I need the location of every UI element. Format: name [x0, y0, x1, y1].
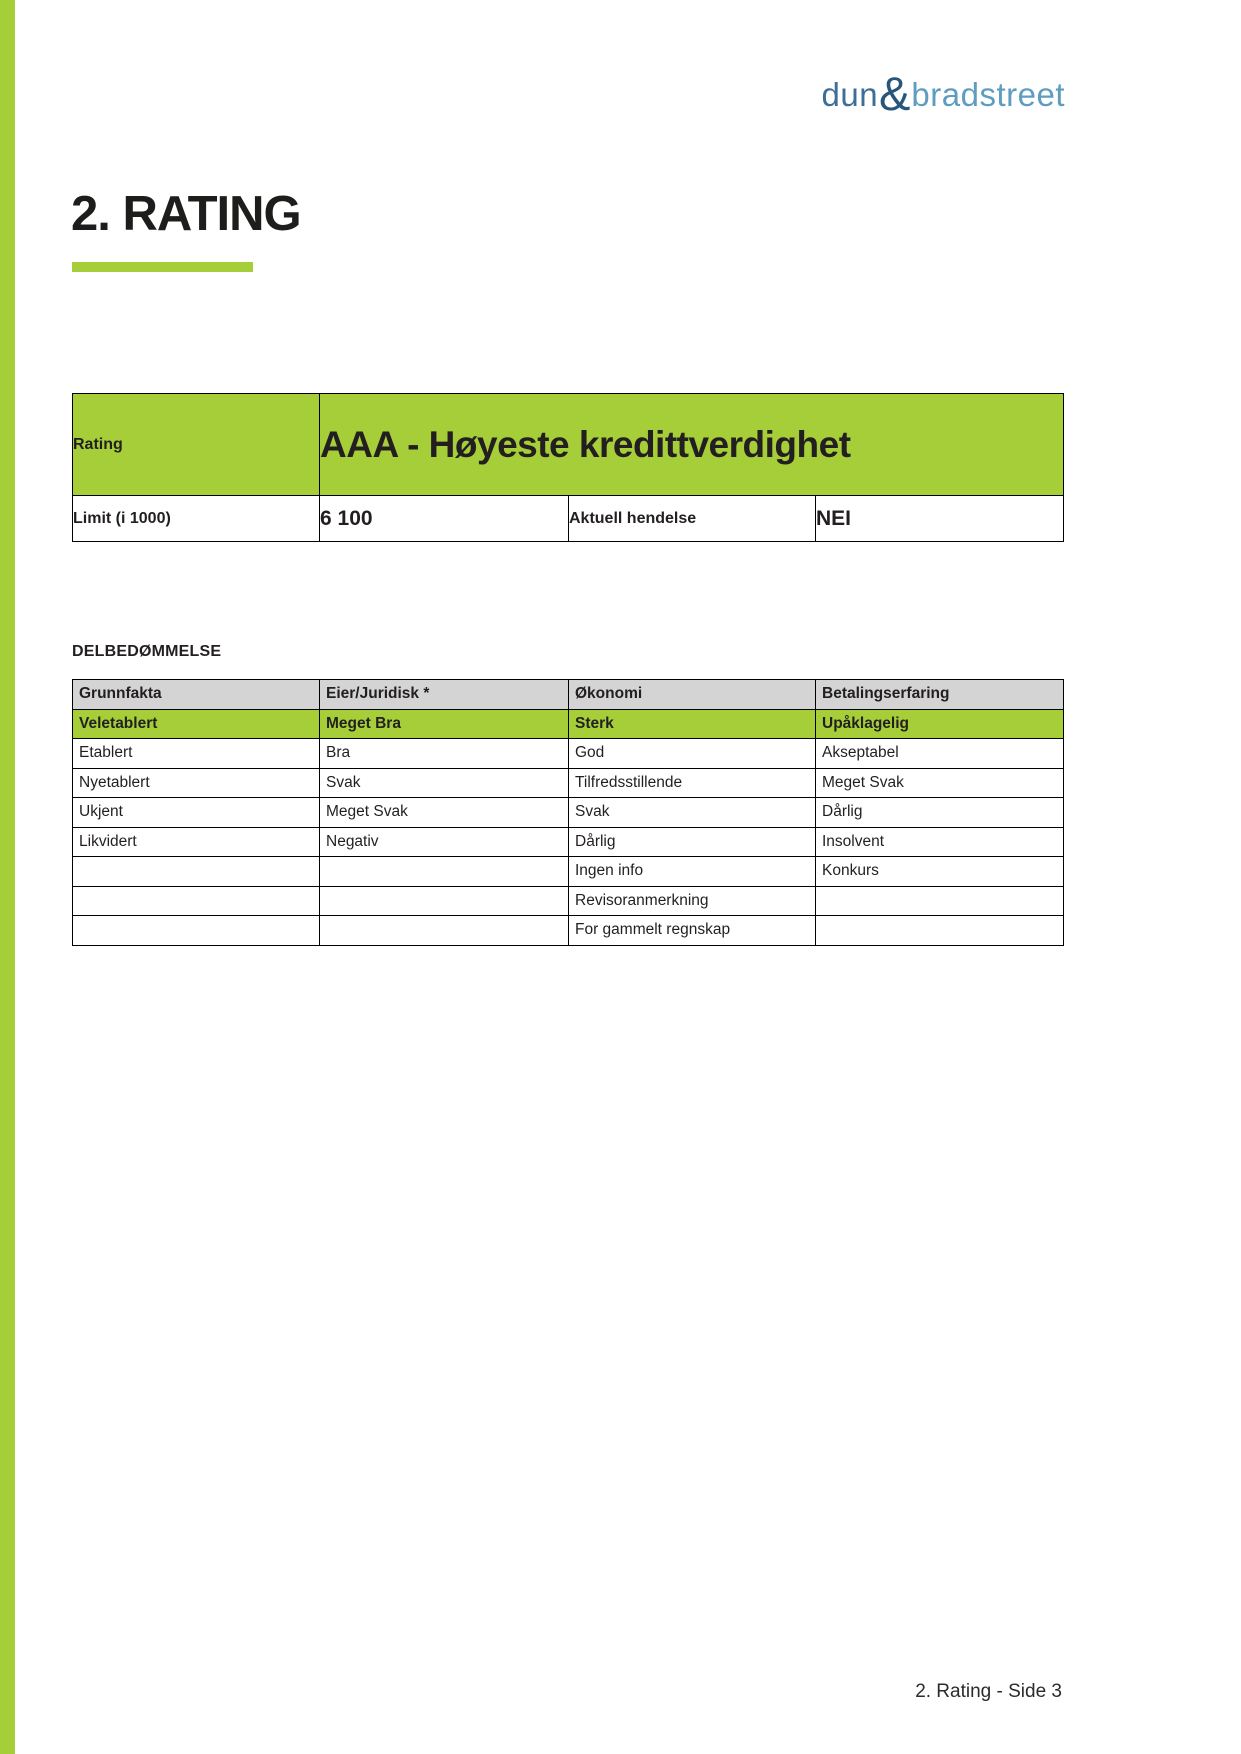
- page-title: 2. RATING: [71, 187, 301, 241]
- table-cell: Meget Svak: [816, 768, 1064, 798]
- table-row: [73, 916, 1064, 946]
- page-edge-accent-strip: [0, 0, 15, 1754]
- table-cell: Insolvent: [816, 827, 1064, 857]
- table-row: [73, 827, 1064, 857]
- table-cell: Meget Svak: [320, 798, 569, 828]
- assessment-section-title: DELBEDØMMELSE: [72, 643, 222, 660]
- logo-text-dun: dun: [821, 76, 879, 113]
- column-header: Eier/Juridisk *: [320, 680, 569, 710]
- table-cell: Ingen info: [569, 857, 816, 887]
- table-cell: Dårlig: [816, 798, 1064, 828]
- table-cell: [320, 857, 569, 887]
- limit-row: [73, 496, 1064, 542]
- rating-row: [73, 394, 1064, 496]
- table-cell: Likvidert: [73, 827, 320, 857]
- table-cell: Konkurs: [816, 857, 1064, 887]
- table-cell: Dårlig: [569, 827, 816, 857]
- assessment-header-row: [73, 680, 1064, 710]
- rating-label: Rating: [73, 394, 320, 496]
- selected-cell: Meget Bra: [320, 709, 569, 739]
- event-label: Aktuell hendelse: [569, 496, 816, 542]
- table-cell: Svak: [320, 768, 569, 798]
- table-row: [73, 739, 1064, 769]
- table-row: [73, 886, 1064, 916]
- table-row: [73, 768, 1064, 798]
- table-row: [73, 798, 1064, 828]
- table-cell: [320, 886, 569, 916]
- table-cell: Revisoranmerkning: [569, 886, 816, 916]
- table-cell: Nyetablert: [73, 768, 320, 798]
- column-header: Grunnfakta: [73, 680, 320, 710]
- dun-bradstreet-logo: [820, 66, 1065, 124]
- limit-label: Limit (i 1000): [73, 496, 320, 542]
- rating-table: [72, 393, 1064, 542]
- table-cell: Svak: [569, 798, 816, 828]
- logo-text-bradstreet: bradstreet: [911, 76, 1065, 113]
- logo-ampersand-icon: &: [879, 66, 911, 120]
- table-cell: [73, 857, 320, 887]
- event-value: NEI: [816, 496, 1064, 542]
- selected-cell: Sterk: [569, 709, 816, 739]
- table-cell: Akseptabel: [816, 739, 1064, 769]
- limit-value: 6 100: [320, 496, 569, 542]
- column-header: Betalingserfaring: [816, 680, 1064, 710]
- selected-cell: Upåklagelig: [816, 709, 1064, 739]
- table-cell: Bra: [320, 739, 569, 769]
- heading-underline-bar: [72, 262, 253, 272]
- rating-value: AAA - Høyeste kredittverdighet: [320, 394, 1064, 496]
- table-cell: Tilfredsstillende: [569, 768, 816, 798]
- table-cell: Negativ: [320, 827, 569, 857]
- table-cell: Ukjent: [73, 798, 320, 828]
- assessment-selected-row: [73, 709, 1064, 739]
- column-header: Økonomi: [569, 680, 816, 710]
- table-cell: [73, 916, 320, 946]
- table-cell: For gammelt regnskap: [569, 916, 816, 946]
- page-footer: 2. Rating - Side 3: [915, 1681, 1062, 1702]
- table-cell: [73, 886, 320, 916]
- assessment-table: [72, 679, 1064, 946]
- table-row: [73, 857, 1064, 887]
- selected-cell: Veletablert: [73, 709, 320, 739]
- table-cell: Etablert: [73, 739, 320, 769]
- table-cell: [320, 916, 569, 946]
- table-cell: God: [569, 739, 816, 769]
- table-cell: [816, 886, 1064, 916]
- table-cell: [816, 916, 1064, 946]
